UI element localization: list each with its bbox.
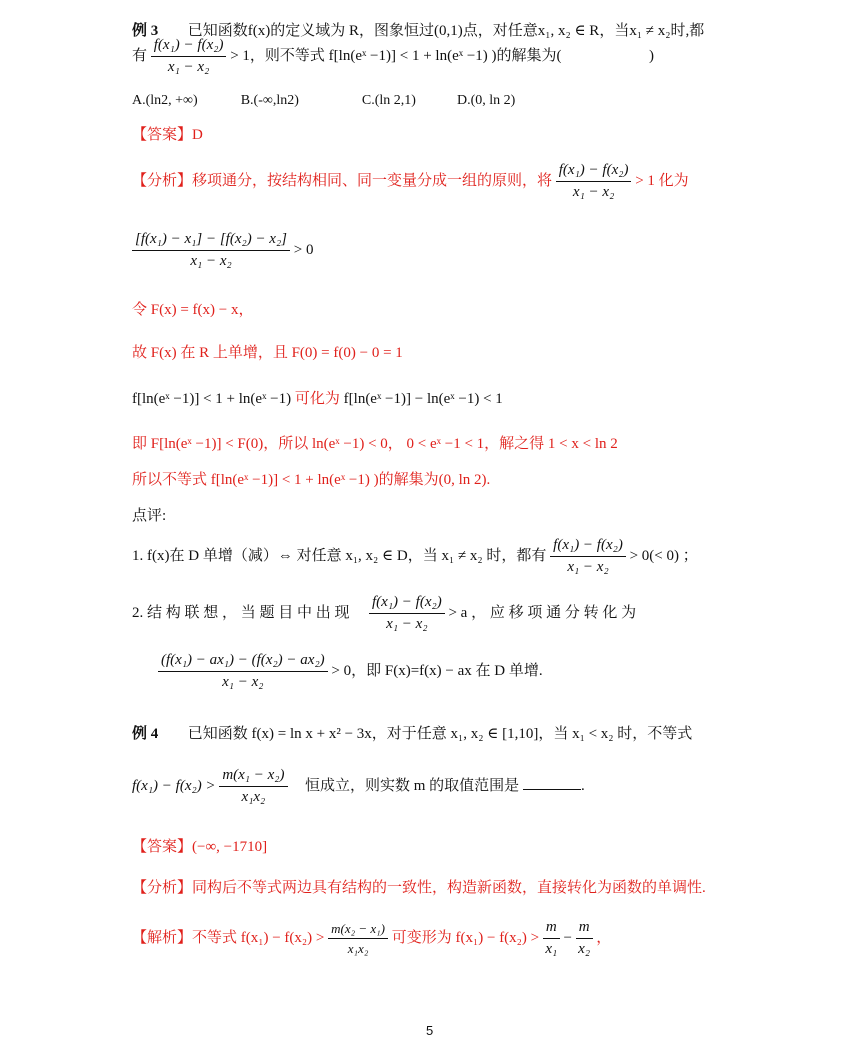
ex3-condition <box>132 38 654 75</box>
ex3-step2: 令 F(x) = f(x) − x， <box>132 302 254 318</box>
ex3-step1 <box>132 232 314 269</box>
ex3-step4-b: 可化为 <box>294 391 340 407</box>
ex4-answer: 【答案】(−∞, −1710] <box>132 839 268 855</box>
ex4-sol-fraction-m1 <box>543 920 560 957</box>
ex3-analysis <box>132 163 689 200</box>
fraction-numerator: f(x₁) − f(x₂) <box>556 163 632 182</box>
ex3-cond-pre: 有 <box>132 47 148 64</box>
note1-fraction <box>550 538 626 575</box>
fraction-numerator: (f(x₁) − ax₁) − (f(x₂) − ax₂) <box>158 653 328 672</box>
note1-pre: 1. f(x)在 D 单增（减）⇔ 对任意 x₁, x₂ ∈ D，当 x₁ ≠ x₂ 时，都有 <box>132 547 547 564</box>
ex3-note2b <box>158 653 543 690</box>
ex4-label: 例 4 <box>132 726 159 742</box>
page-number: 5 <box>426 1023 434 1038</box>
ex3-step3: 故 F(x) 在 R 上单增，且 F(0) = f(0) − 0 = 1 <box>132 345 403 361</box>
fraction-numerator: f(x₁) − f(x₂) <box>550 538 626 557</box>
option-b: B.(-∞,ln2) <box>240 93 299 108</box>
ex4-sol-pre: 【解析】不等式 f(x₁) − f(x₂) > <box>132 929 325 946</box>
ex3-step4-c: f[ln(eˣ −1)] − ln(eˣ −1) < 1 <box>343 391 503 407</box>
ex3-note2 <box>132 595 636 632</box>
ex3-analysis-post: > 1 化为 <box>635 172 689 189</box>
ex4-inequality <box>132 768 585 805</box>
note2b-fraction <box>158 653 328 690</box>
ex3-answer: 【答案】D <box>132 127 203 143</box>
ex3-step4 <box>132 392 503 407</box>
note2-pre: 2. 结 构 联 想 ， 当 题 目 中 出 现 <box>132 604 350 621</box>
fraction-denominator: x₁ − x₂ <box>167 59 210 75</box>
ex4-ineq-end: . <box>580 777 585 794</box>
ex4-analysis: 【分析】同构后不等式两边具有结构的一致性，构造新函数，直接转化为函数的单调性. <box>132 880 706 896</box>
fraction-denominator: x₁x₂ <box>241 789 266 805</box>
fraction-numerator: f(x₁) − f(x₂) <box>369 595 445 614</box>
ex3-step6: 所以不等式 f[ln(eˣ −1)] < 1 + ln(eˣ −1) )的解集为(0, ln 2). <box>132 472 491 488</box>
option-a: A.(ln2, +∞) <box>132 93 198 108</box>
ex4-sol-mid: 可变形为 f(x₁) − f(x₂) > <box>391 929 540 946</box>
fraction-denominator: x₂ <box>578 941 591 957</box>
ex3-stem-text: 已知函数f(x)的定义域为 R，图象恒过(0,1)点，对任意x₁, x₂ ∈ R，当x₁ ≠ x₂时,都 <box>187 23 705 39</box>
ex3-options <box>132 94 515 108</box>
ex4-sol-end: ， <box>596 929 612 946</box>
fraction-denominator: x₁ − x₂ <box>567 559 609 575</box>
option-d: D.(0, ln 2) <box>456 93 516 108</box>
answer-blank <box>523 789 581 790</box>
fraction-numerator: f(x₁) − f(x₂) <box>151 38 227 57</box>
minus-sign: − <box>563 929 572 946</box>
fraction-numerator: m <box>543 920 560 939</box>
note2-fraction <box>369 595 445 632</box>
ex3-label: 例 3 <box>132 23 159 39</box>
ex4-stem <box>132 727 692 742</box>
note1-post: > 0(< 0) ； <box>629 547 698 564</box>
note2b-post: > 0，即 F(x)=f(x) − ax 在 D 单增. <box>331 662 543 679</box>
option-c: C.(ln 2,1) <box>361 93 416 108</box>
ex4-sol-fraction <box>328 922 388 955</box>
fraction-numerator: m <box>576 920 593 939</box>
fraction-denominator: x₁ − x₂ <box>386 616 428 632</box>
ex4-ineq-post: 恒成立，则实数 m 的取值范围是 <box>305 777 520 794</box>
ex4-ineq-pre: f(x₁) − f(x₂) > <box>132 777 216 794</box>
fraction-denominator: x₁ − x₂ <box>190 253 232 269</box>
ex3-comment: 点评: <box>132 508 167 524</box>
ex4-ineq-fraction <box>219 768 287 805</box>
ex3-step1-fraction <box>132 232 290 269</box>
ex3-step4-a: f[ln(eˣ −1)] < 1 + ln(eˣ −1) <box>132 391 292 407</box>
fraction-numerator: m(x₁ − x₂) <box>219 768 287 787</box>
fraction-denominator: x₁x₂ <box>347 941 369 956</box>
fraction-numerator: [f(x₁) − x₁] − [f(x₂) − x₂] <box>132 232 290 251</box>
fraction-denominator: x₁ − x₂ <box>572 184 615 200</box>
ex3-cond-fraction <box>151 38 227 75</box>
ex4-solution <box>132 920 611 957</box>
ex3-analysis-pre: 【分析】移项通分，按结构相同、同一变量分成一组的原则，将 <box>132 172 553 189</box>
ex3-note1 <box>132 538 698 575</box>
ex3-cond-post: > 1，则不等式 f[ln(eˣ −1)] < 1 + ln(eˣ −1) )的解集为( <box>230 47 562 64</box>
fraction-denominator: x₁ <box>545 941 558 957</box>
ex3-analysis-fraction <box>556 163 632 200</box>
fraction-numerator: m(x₂ − x₁) <box>328 922 388 939</box>
ex3-step1-post: > 0 <box>293 241 314 258</box>
ex3-cond-end: ) <box>649 47 655 64</box>
fraction-denominator: x₁ − x₂ <box>222 674 264 690</box>
ex4-stem-text: 已知函数 f(x) = ln x + x² − 3x，对于任意 x₁, x₂ ∈ [1,10]，当 x₁ < x₂ 时，不等式 <box>187 726 693 742</box>
note2-post: > a ， 应 移 项 通 分 转 化 为 <box>448 604 637 621</box>
ex4-sol-fraction-m2 <box>576 920 593 957</box>
ex3-step5: 即 F[ln(eˣ −1)] < F(0)，所以 ln(eˣ −1) < 0， 0 < eˣ −1 < 1，解之得 1 < x < ln 2 <box>132 436 618 452</box>
